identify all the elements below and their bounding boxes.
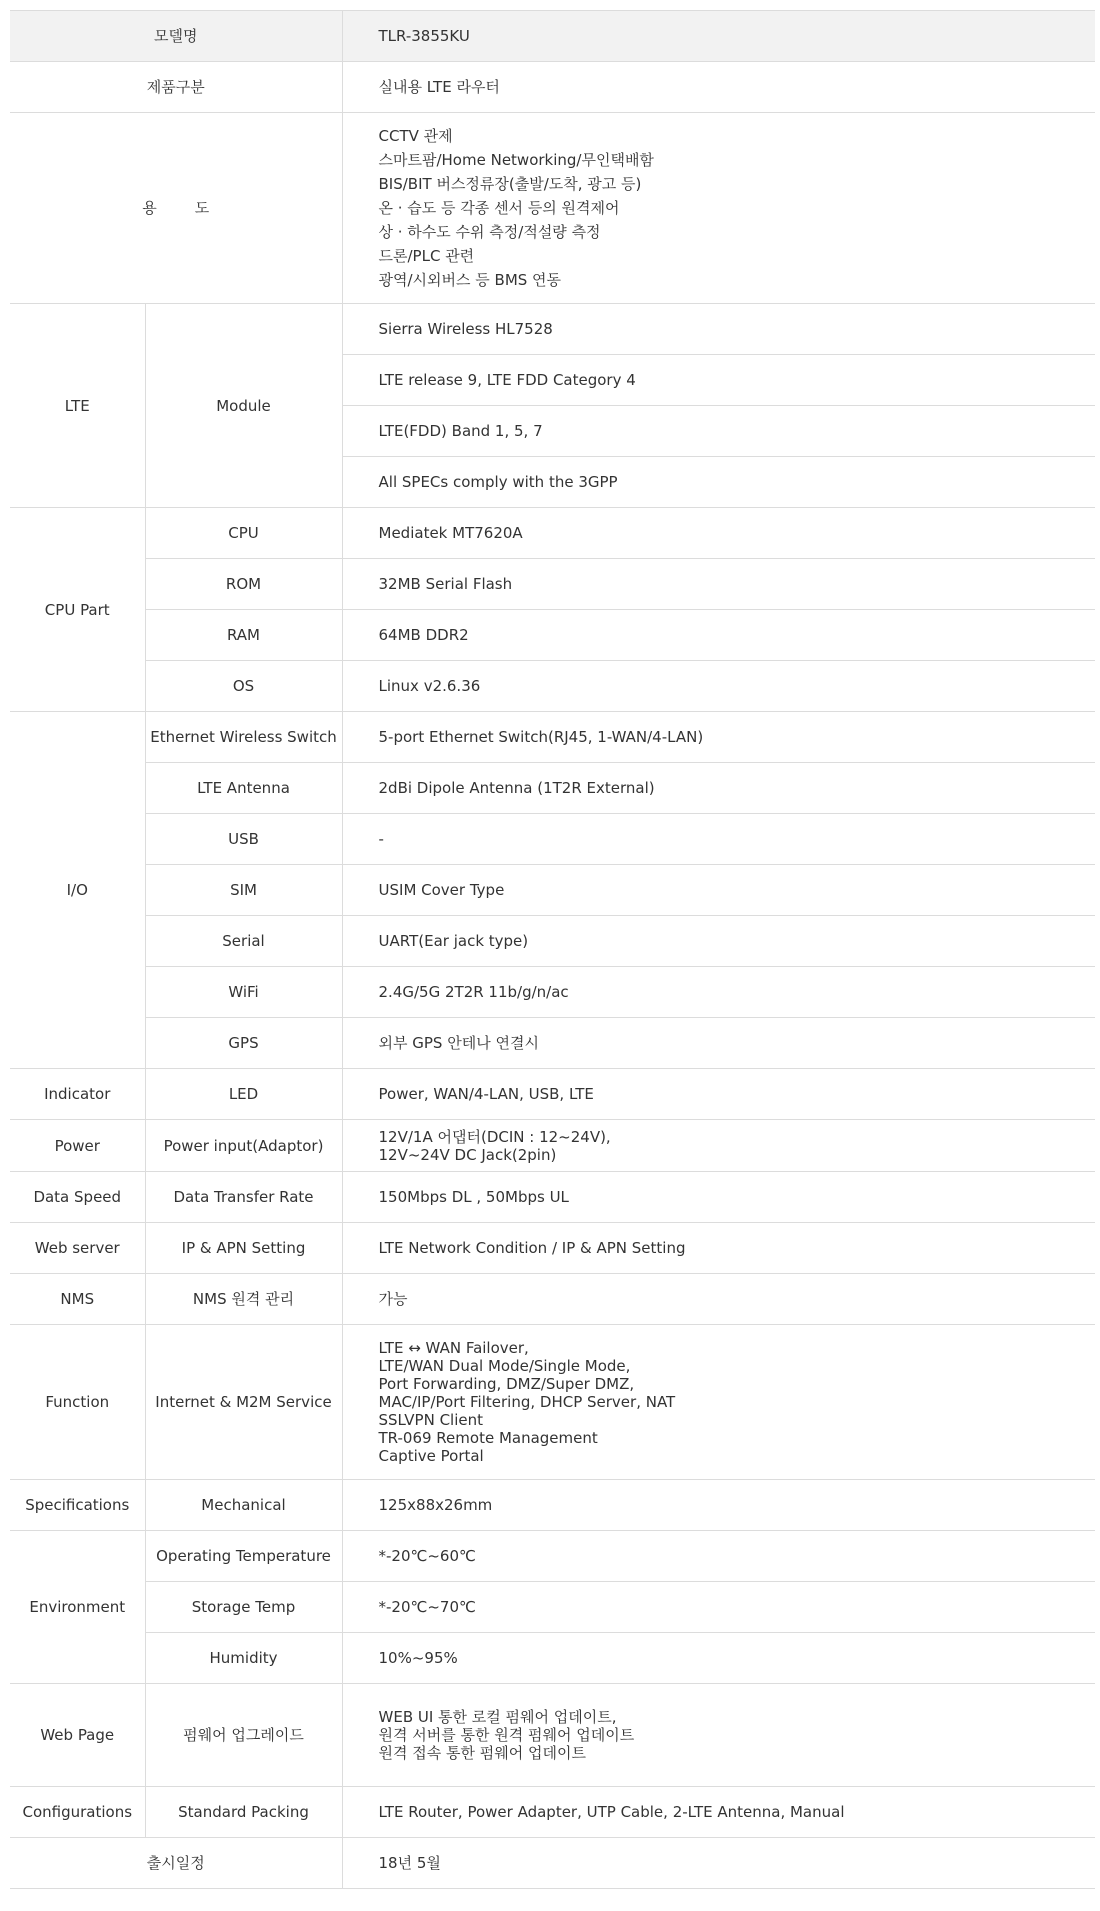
internet-m2m-label: Internet & M2M Service (145, 1325, 342, 1480)
os-label: OS (145, 661, 342, 712)
firmware-line: 원격 접속 통한 펌웨어 업데이트 (378, 1744, 586, 1762)
lte-module-label: Module (145, 304, 342, 508)
usage-line: 광역/시외버스 등 BMS 연동 (378, 271, 562, 289)
usage-line: 상 · 하수도 수위 측정/적설량 측정 (378, 223, 601, 241)
table-row-wifi (10, 967, 1095, 1018)
usage-line: 스마트팜/Home Networking/무인택배함 (378, 151, 654, 169)
function-line: LTE ↔ WAN Failover, (378, 1339, 529, 1357)
cpu-label: CPU (145, 508, 342, 559)
model-value: TLR-3855KU (342, 11, 1095, 62)
lte-value: LTE(FDD) Band 1, 5, 7 (342, 406, 1095, 457)
wifi-label: WiFi (145, 967, 342, 1018)
table-row-web-page (10, 1684, 1095, 1787)
table-row-serial (10, 916, 1095, 967)
firmware-line: WEB UI 통한 로컬 펌웨어 업데이트, (378, 1708, 617, 1726)
table-row-ram (10, 610, 1095, 661)
web-page-category: Web Page (10, 1684, 145, 1787)
lte-antenna-value: 2dBi Dipole Antenna (1T2R External) (342, 763, 1095, 814)
rom-value: 32MB Serial Flash (342, 559, 1095, 610)
table-row-cpu (10, 508, 1095, 559)
lte-antenna-label: LTE Antenna (145, 763, 342, 814)
mechanical-label: Mechanical (145, 1480, 342, 1531)
operating-temp-value: *-20℃~60℃ (342, 1531, 1095, 1582)
table-row-web-server (10, 1223, 1095, 1274)
table-row-rom (10, 559, 1095, 610)
gps-value: 외부 GPS 안테나 연결시 (342, 1018, 1095, 1069)
io-category: I/O (10, 712, 145, 1069)
lte-value: Sierra Wireless HL7528 (342, 304, 1095, 355)
ip-apn-label: IP & APN Setting (145, 1223, 342, 1274)
usage-line: CCTV 관제 (378, 127, 453, 145)
power-category: Power (10, 1120, 145, 1172)
table-row-data-speed (10, 1172, 1095, 1223)
mechanical-value: 125x88x26mm (342, 1480, 1095, 1531)
ethernet-value: 5-port Ethernet Switch(RJ45, 1-WAN/4-LAN) (342, 712, 1095, 763)
gps-label: GPS (145, 1018, 342, 1069)
function-line: Captive Portal (378, 1447, 484, 1465)
usage-label (10, 113, 342, 304)
sim-value: USIM Cover Type (342, 865, 1095, 916)
ram-label: RAM (145, 610, 342, 661)
usage-values (342, 113, 1095, 304)
cpu-value: Mediatek MT7620A (342, 508, 1095, 559)
table-row-function (10, 1325, 1095, 1480)
release-value: 18년 5월 (342, 1838, 1095, 1889)
power-input-label: Power input(Adaptor) (145, 1120, 342, 1172)
lte-value: LTE release 9, LTE FDD Category 4 (342, 355, 1095, 406)
table-row-usage (10, 113, 1095, 304)
table-row-gps (10, 1018, 1095, 1069)
humidity-value: 10%~95% (342, 1633, 1095, 1684)
usage-line: BIS/BIT 버스정류장(출발/도착, 광고 등) (378, 175, 642, 193)
operating-temp-label: Operating Temperature (145, 1531, 342, 1582)
firmware-values (342, 1684, 1095, 1787)
table-row-usb (10, 814, 1095, 865)
sim-label: SIM (145, 865, 342, 916)
function-line: LTE/WAN Dual Mode/Single Mode, (378, 1357, 631, 1375)
indicator-category: Indicator (10, 1069, 145, 1120)
spec-table (10, 10, 1095, 1889)
lte-value: All SPECs comply with the 3GPP (342, 457, 1095, 508)
power-values (342, 1120, 1095, 1172)
function-values (342, 1325, 1095, 1480)
table-row-ethernet (10, 712, 1095, 763)
table-row-product-type (10, 62, 1095, 113)
usage-line: 드론/PLC 관련 (378, 247, 475, 265)
environment-category: Environment (10, 1531, 145, 1684)
function-line: SSLVPN Client (378, 1411, 483, 1429)
led-label: LED (145, 1069, 342, 1120)
firmware-upgrade-label: 펌웨어 업그레이드 (145, 1684, 342, 1787)
table-row-model (10, 11, 1095, 62)
ethernet-label: Ethernet Wireless Switch (145, 712, 342, 763)
function-category: Function (10, 1325, 145, 1480)
nms-remote-label: NMS 원격 관리 (145, 1274, 342, 1325)
function-line: TR-069 Remote Management (378, 1429, 598, 1447)
lte-category: LTE (10, 304, 145, 508)
product-type-label: 제품구분 (10, 62, 342, 113)
table-row-indicator (10, 1069, 1095, 1120)
table-row-lte-antenna (10, 763, 1095, 814)
function-line: MAC/IP/Port Filtering, DHCP Server, NAT (378, 1393, 676, 1411)
led-value: Power, WAN/4-LAN, USB, LTE (342, 1069, 1095, 1120)
power-line: 12V/1A 어댑터(DCIN : 12~24V), (378, 1127, 611, 1146)
ram-value: 64MB DDR2 (342, 610, 1095, 661)
usb-label: USB (145, 814, 342, 865)
data-speed-category: Data Speed (10, 1172, 145, 1223)
function-line: Port Forwarding, DMZ/Super DMZ, (378, 1375, 635, 1393)
nms-category: NMS (10, 1274, 145, 1325)
data-transfer-value: 150Mbps DL , 50Mbps UL (342, 1172, 1095, 1223)
serial-label: Serial (145, 916, 342, 967)
storage-temp-label: Storage Temp (145, 1582, 342, 1633)
usage-line: 온 · 습도 등 각종 센서 등의 원격제어 (378, 199, 620, 217)
data-transfer-label: Data Transfer Rate (145, 1172, 342, 1223)
usage-label-char-1: 용 (142, 199, 157, 217)
release-label: 출시일정 (10, 1838, 342, 1889)
os-value: Linux v2.6.36 (342, 661, 1095, 712)
nms-remote-value: 가능 (342, 1274, 1095, 1325)
storage-temp-value: *-20℃~70℃ (342, 1582, 1095, 1633)
usb-value: - (342, 814, 1095, 865)
serial-value: UART(Ear jack type) (342, 916, 1095, 967)
model-label: 모델명 (10, 11, 342, 62)
product-type-value: 실내용 LTE 라우터 (342, 62, 1095, 113)
rom-label: ROM (145, 559, 342, 610)
specifications-category: Specifications (10, 1480, 145, 1531)
table-row-operating-temp (10, 1531, 1095, 1582)
standard-packing-label: Standard Packing (145, 1787, 342, 1838)
table-row-sim (10, 865, 1095, 916)
table-row-configurations (10, 1787, 1095, 1838)
firmware-line: 원격 서버를 통한 원격 펌웨어 업데이트 (378, 1726, 635, 1744)
humidity-label: Humidity (145, 1633, 342, 1684)
table-row-release (10, 1838, 1095, 1889)
table-row-specifications (10, 1480, 1095, 1531)
standard-packing-value: LTE Router, Power Adapter, UTP Cable, 2-LTE Antenna, Manual (342, 1787, 1095, 1838)
table-row-lte (10, 304, 1095, 355)
cpu-part-category: CPU Part (10, 508, 145, 712)
ip-apn-value: LTE Network Condition / IP & APN Setting (342, 1223, 1095, 1274)
table-row-storage-temp (10, 1582, 1095, 1633)
table-row-power (10, 1120, 1095, 1172)
configurations-category: Configurations (10, 1787, 145, 1838)
power-line: 12V~24V DC Jack(2pin) (378, 1145, 557, 1164)
usage-label-char-2: 도 (194, 199, 210, 217)
web-server-category: Web server (10, 1223, 145, 1274)
table-row-os (10, 661, 1095, 712)
table-row-nms (10, 1274, 1095, 1325)
wifi-value: 2.4G/5G 2T2R 11b/g/n/ac (342, 967, 1095, 1018)
table-row-humidity (10, 1633, 1095, 1684)
